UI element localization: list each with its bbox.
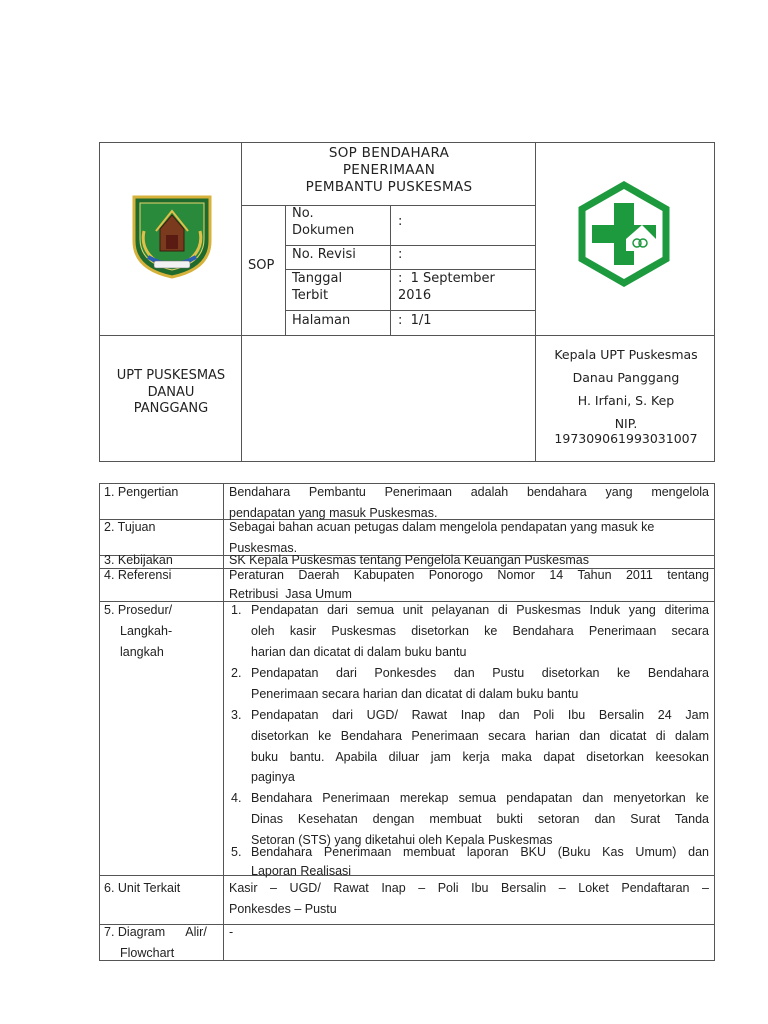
meta-value-revisi: :	[398, 247, 403, 262]
kepala-line: Danau Panggang	[572, 370, 680, 385]
row-content-diagram: -	[229, 925, 234, 939]
content-line: Peraturan Daerah Kabupaten Ponorogo Nomor 14 Tahun 2011 tentang	[229, 568, 709, 582]
content-line: Retribusi Jasa Umum	[229, 587, 352, 601]
head-signature-block	[536, 343, 716, 446]
row-label-tujuan: 2. Tujuan	[104, 520, 156, 534]
step-line: Pendapatan dari semua unit pelayanan di Puskesmas Induk yang diterima	[251, 603, 709, 617]
sop-header-table	[99, 142, 715, 462]
org-line: DANAU	[147, 384, 195, 400]
regency-crest-icon	[126, 191, 218, 281]
meta-label-line: Terbit	[292, 288, 329, 303]
kepala-line: 197309061993031007	[554, 431, 698, 446]
procedure-step	[231, 663, 709, 705]
meta-label-dokumen	[292, 205, 354, 239]
step-line: Pendapatan dari Ponkesdes dan Pustu disetorkan ke Bendahara	[251, 666, 709, 680]
divider	[390, 205, 391, 335]
step-number: 2.	[231, 666, 242, 680]
meta-value-tanggal	[398, 270, 495, 304]
step-number: 3.	[231, 708, 242, 722]
step-line: Pendapatan dari UGD/ Rawat Inap dan Poli Ibu Bersalin 24 Jam	[251, 708, 709, 722]
document-title	[242, 143, 536, 206]
row-label-kebijakan: 3. Kebijakan	[104, 553, 173, 567]
title-line: SOP BENDAHARA	[328, 145, 450, 161]
org-line: UPT PUSKESMAS	[116, 368, 226, 383]
divider	[285, 205, 286, 335]
title-line: PEMBANTU PUSKESMAS	[305, 179, 473, 195]
kepala-line: Kepala UPT Puskesmas	[554, 347, 698, 362]
label-line: Langkah-	[120, 624, 173, 638]
step-line: oleh kasir Puskesmas disetorkan ke Bendahara Penerimaan secara	[251, 623, 709, 638]
row-label-referensi: 4. Referensi	[104, 568, 172, 582]
step-number: 5.	[231, 845, 242, 859]
step-text	[231, 705, 709, 788]
label-line: 7. Diagram Alir/	[104, 925, 207, 939]
label-line: langkah	[120, 645, 164, 659]
step-line: Setoran (STS) yang diketahui oleh Kepala Puskesmas	[251, 832, 553, 847]
procedure-step	[231, 705, 709, 788]
step-line: Dinas Kesehatan dengan membuat bukti setoran dan Surat Tanda	[251, 811, 709, 826]
row-content-kebijakan: SK Kepala Puskesmas tentang Pengelola Keuangan Puskesmas	[229, 553, 589, 567]
step-line: paginya	[251, 770, 295, 785]
content-line: Bendahara Pembantu Penerimaan adalah bendahara yang mengelola	[229, 485, 709, 499]
row-label-pengertian: 1. Pengertian	[104, 485, 179, 499]
step-line: disetorkan ke Bendahara Penerimaan secara harian dan dicatat di dalam	[251, 728, 709, 743]
step-text	[231, 663, 709, 705]
row-label-prosedur	[104, 600, 222, 663]
divider	[285, 310, 535, 311]
org-line: PANGGANG	[133, 401, 209, 416]
content-line: Sebagai bahan acuan petugas dalam mengelola pendapatan yang masuk ke	[229, 520, 655, 534]
kepala-line: NIP.	[614, 416, 638, 431]
sop-body-table	[99, 483, 715, 961]
step-line: Bendahara Penerimaan membuat laporan BKU (Buku Kas Umum) dan	[251, 845, 709, 859]
meta-label-line: Tanggal	[292, 271, 343, 286]
row-content-referensi	[229, 566, 709, 604]
step-line: buku bantu. Apabila diluar jam kerja maka dapat disetorkan keesokan	[251, 749, 709, 764]
puskesmas-logo-icon	[576, 181, 672, 287]
procedure-step	[231, 843, 709, 881]
row-label-unit-terkait: 6. Unit Terkait	[104, 881, 181, 895]
meta-label-revisi: No. Revisi	[292, 247, 356, 262]
meta-label-halaman: Halaman	[292, 313, 351, 328]
kepala-line: H. Irfani, S. Kep	[577, 393, 675, 408]
step-text	[231, 788, 709, 850]
step-line: Penerimaan secara harian dan dicatat di dalam buku bantu	[251, 686, 579, 701]
meta-label-line: No.	[292, 206, 314, 221]
step-line: Laporan Realisasi	[251, 864, 352, 878]
content-line: Puskesmas.	[229, 541, 298, 555]
step-text	[231, 843, 709, 881]
meta-value-dokumen: :	[398, 214, 403, 229]
step-text	[231, 600, 709, 662]
meta-value-line: : 1 September	[398, 271, 495, 286]
content-line: Ponkesdes – Pustu	[229, 902, 337, 916]
meta-value-line: 2016	[398, 288, 432, 303]
title-line: PENERIMAAN	[342, 162, 436, 178]
content-line: Kasir – UGD/ Rawat Inap – Poli Ibu Bersalin – Loket Pendaftaran –	[229, 881, 709, 895]
meta-value-halaman: : 1/1	[398, 313, 432, 328]
step-line: harian dan dicatat di dalam buku bantu	[251, 644, 467, 659]
meta-label-tanggal	[292, 270, 342, 304]
step-number: 1.	[231, 603, 242, 617]
procedure-step	[231, 788, 709, 850]
step-number: 4.	[231, 791, 242, 805]
organization-name	[100, 368, 242, 418]
sop-label: SOP	[248, 258, 275, 273]
meta-label-line: Dokumen	[292, 223, 355, 238]
divider	[100, 335, 714, 336]
step-line: Bendahara Penerimaan merekap semua pendapatan dan menyetorkan ke	[251, 791, 709, 805]
row-content-unit-terkait	[229, 878, 709, 920]
procedure-step	[231, 600, 709, 662]
label-line: Flowchart	[120, 946, 175, 960]
content-line: pendapatan yang masuk Puskesmas.	[229, 506, 438, 520]
row-label-diagram	[104, 922, 222, 964]
label-line: 5. Prosedur/	[104, 603, 173, 617]
